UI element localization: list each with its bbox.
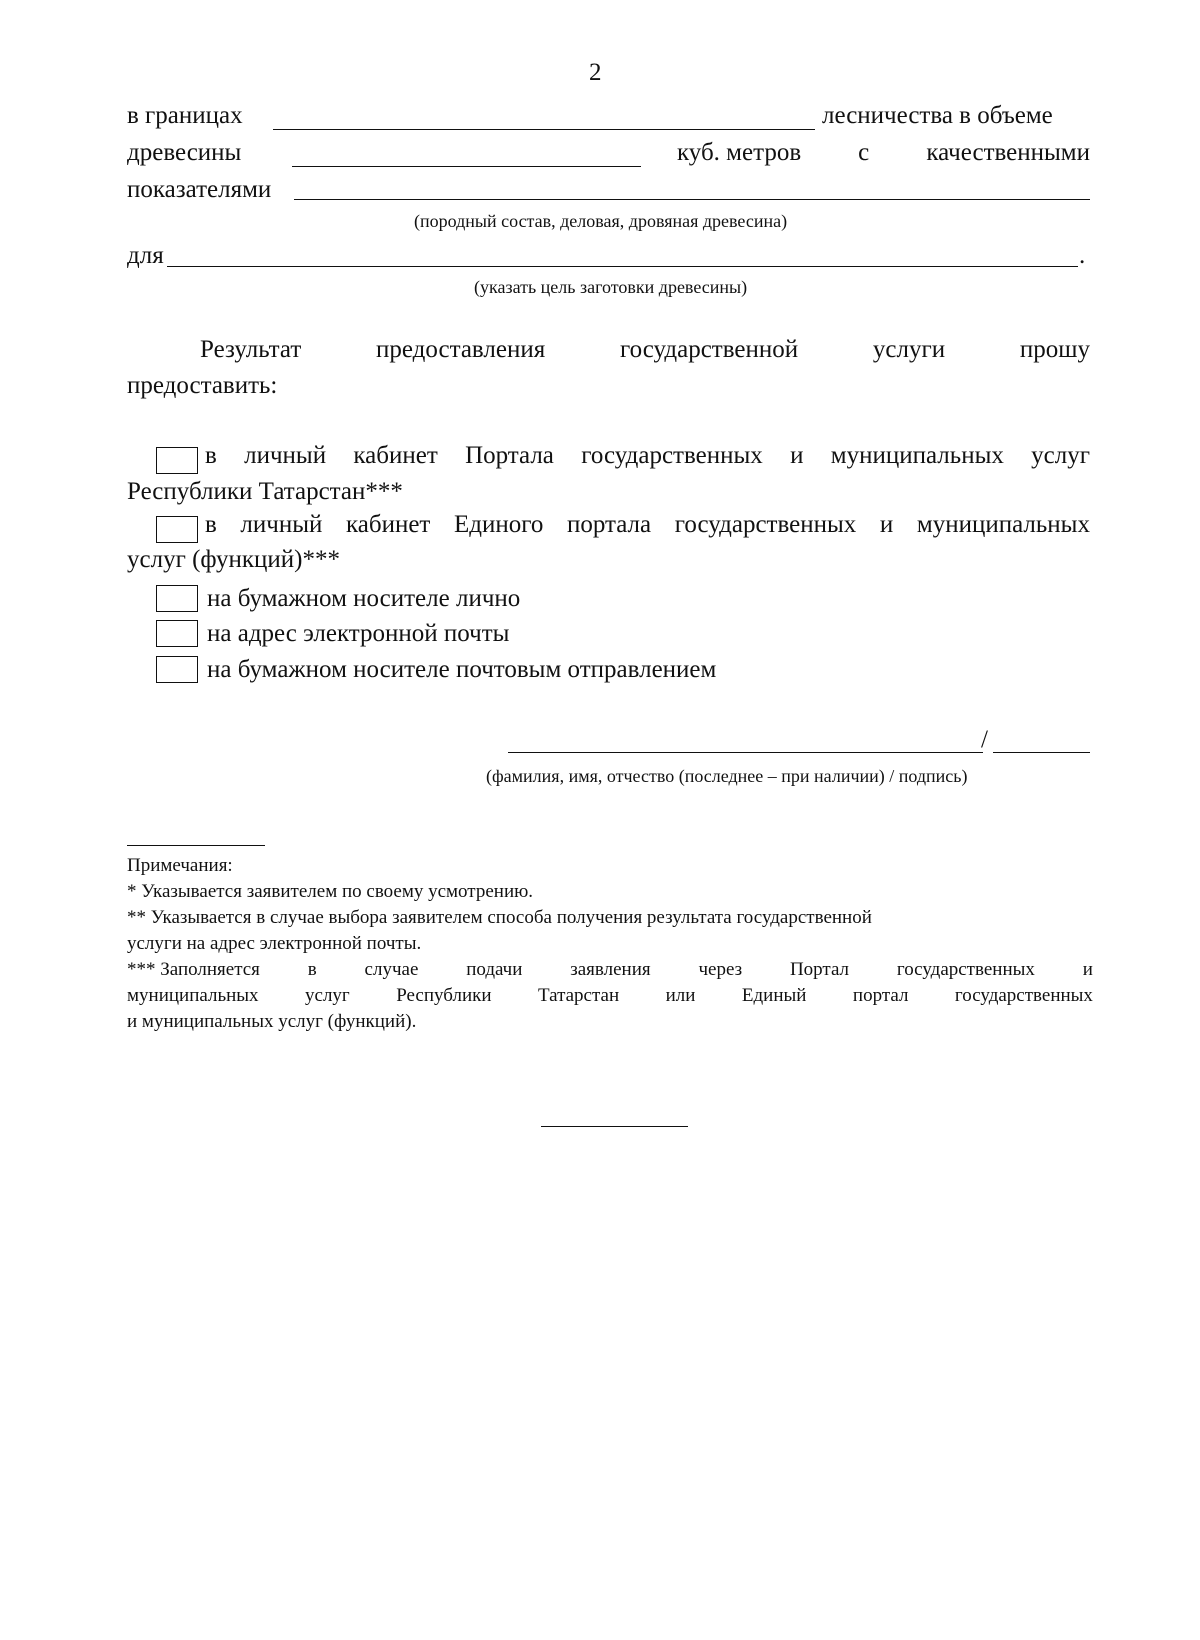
word: Портал <box>789 959 850 980</box>
option-paper-mail-checkbox[interactable] <box>156 656 198 683</box>
option-email-checkbox[interactable] <box>156 620 198 647</box>
word: и <box>879 511 894 538</box>
word: Республики <box>396 985 492 1006</box>
signature-caption: (фамилия, имя, отчество (последнее – при наличии) / подпись) <box>486 766 968 786</box>
hint-purpose: (указать цель заготовки древесины) <box>474 277 748 297</box>
word: услуг <box>305 985 350 1006</box>
word: услуг <box>1031 442 1090 469</box>
purpose-field[interactable] <box>167 266 1078 267</box>
purpose-period: . <box>1079 242 1086 269</box>
note-2-line1: ** Указывается в случае выбора заявителем способа получения результата государственной <box>127 907 872 928</box>
forestry-name-field[interactable] <box>273 129 815 130</box>
signature-field[interactable] <box>993 752 1090 753</box>
result-line2: предоставить: <box>127 372 278 399</box>
word: Единый <box>741 985 807 1006</box>
full-name-field[interactable] <box>508 752 983 753</box>
option-paper-in-person-label: на бумажном носителе лично <box>207 585 521 612</box>
label-forestry-volume: лесничества в объеме <box>822 102 1053 129</box>
word: муниципальных <box>127 985 259 1006</box>
label-timber: древесины <box>127 139 242 166</box>
word: муниципальных <box>916 511 1090 538</box>
word: через <box>698 959 743 980</box>
row2-words <box>677 140 1090 165</box>
note-3-line3: и муниципальных услуг (функций). <box>127 1011 417 1032</box>
notes-divider <box>127 845 265 846</box>
word: портал <box>852 985 909 1006</box>
signature-slash: / <box>981 726 988 753</box>
note-3-line1 <box>127 960 1093 979</box>
word: государственных <box>674 511 857 538</box>
word: в <box>205 511 217 538</box>
label-with: с <box>858 139 870 166</box>
option-federal-portal-line1 <box>205 512 1090 537</box>
word: личный <box>244 442 327 469</box>
word: портала <box>566 511 652 538</box>
end-rule <box>541 1126 688 1127</box>
option-federal-portal-checkbox[interactable] <box>156 516 198 543</box>
label-in-borders: в границах <box>127 102 243 129</box>
option-paper-in-person-checkbox[interactable] <box>156 585 198 612</box>
word-service: услуги <box>872 336 946 363</box>
word: Единого <box>453 511 544 538</box>
word-provision: предоставления <box>376 336 546 363</box>
word: Портала <box>465 442 554 469</box>
word: государственных <box>896 959 1035 980</box>
word: в <box>307 959 317 980</box>
label-indicators: показателями <box>127 176 272 203</box>
option-federal-portal-line2: услуг (функций)*** <box>127 546 340 573</box>
option-paper-mail-label: на бумажном носителе почтовым отправлением <box>207 656 717 683</box>
word: подачи <box>466 959 523 980</box>
word: кабинет <box>345 511 431 538</box>
option-email-label: на адрес электронной почты <box>207 620 510 647</box>
word: *** Заполняется <box>127 959 260 980</box>
word: государственных <box>954 985 1093 1006</box>
word: или <box>665 985 696 1006</box>
label-quality: качественными <box>926 139 1090 166</box>
word: кабинет <box>353 442 438 469</box>
indicators-field[interactable] <box>294 199 1090 200</box>
word: и <box>790 442 804 469</box>
option-regional-portal-line2: Республики Татарстан*** <box>127 478 403 505</box>
word: Татарстан <box>538 985 620 1006</box>
option-regional-portal-checkbox[interactable] <box>156 447 198 474</box>
word: и <box>1082 959 1093 980</box>
word-result: Результат <box>200 336 302 363</box>
label-cubic-meters: куб. метров <box>677 139 802 166</box>
word-request: прошу <box>1019 336 1090 363</box>
word: муниципальных <box>830 442 1004 469</box>
volume-field[interactable] <box>292 166 641 167</box>
word: личный <box>240 511 323 538</box>
word: в <box>205 442 217 469</box>
page-number: 2 <box>589 59 602 86</box>
result-line1 <box>200 337 1090 362</box>
word-state: государственной <box>619 336 799 363</box>
label-for: для <box>127 242 164 269</box>
notes-title: Примечания: <box>127 855 233 876</box>
note-2-line2: услуги на адрес электронной почты. <box>127 933 422 954</box>
hint-composition: (породный состав, деловая, дровяная древесина) <box>414 211 788 231</box>
note-3-line2 <box>127 986 1093 1005</box>
word: случае <box>364 959 419 980</box>
word: государственных <box>581 442 763 469</box>
word: заявления <box>570 959 651 980</box>
note-1: * Указывается заявителем по своему усмотрению. <box>127 881 534 902</box>
option-regional-portal-line1 <box>205 443 1090 468</box>
